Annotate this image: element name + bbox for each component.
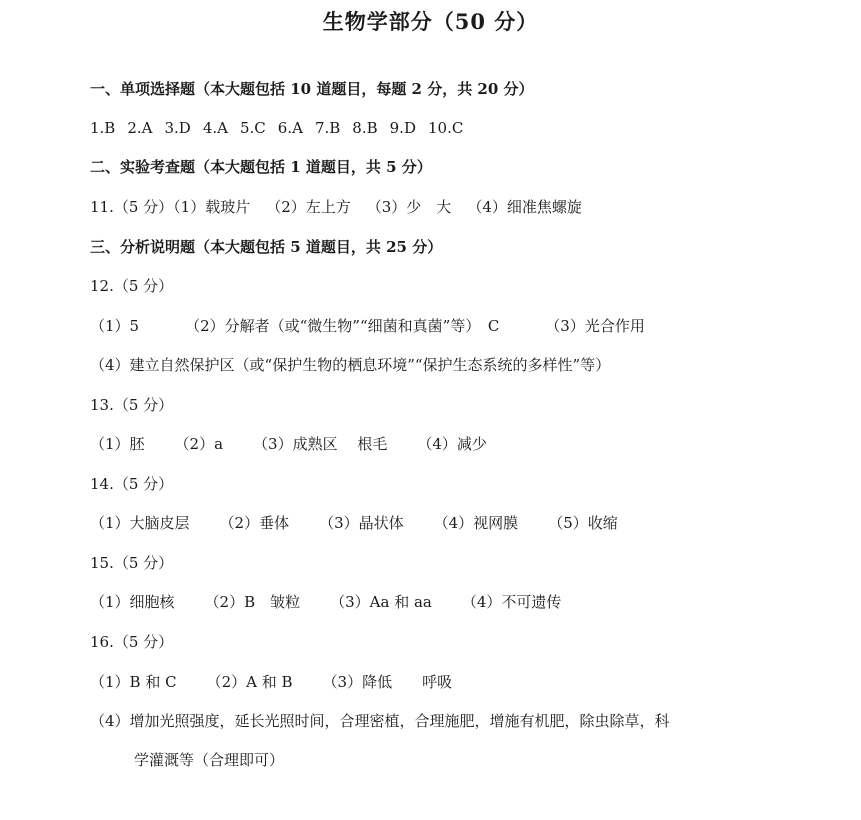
q14-part3: （3）晶状体 <box>319 514 404 532</box>
q13-part4: （4）减少 <box>417 435 487 453</box>
answer-2: 2.A <box>127 119 153 137</box>
q14-row <box>90 513 618 533</box>
answer-1: 1.B <box>90 119 116 137</box>
q12-label: 12.（5 分） <box>90 277 174 295</box>
q16-row1 <box>90 672 452 692</box>
q12-part2: （2）分解者（或“微生物”“细菌和真菌”等） C <box>185 317 500 335</box>
q12-part4: （4）建立自然保护区（或“保护生物的栖息环境”“保护生态系统的多样性”等） <box>90 356 611 374</box>
q15-part2: （2）B 皱粒 <box>204 593 301 611</box>
q15-part4: （4）不可遗传 <box>461 593 562 611</box>
q16-part3: （3）降低 呼吸 <box>322 673 453 691</box>
q13-label: 13.（5 分） <box>90 396 174 414</box>
q15-part3: （3）Aa 和 aa <box>330 593 432 611</box>
q14-part2: （2）垂体 <box>219 514 290 532</box>
answer-5: 5.C <box>240 119 266 137</box>
q11-part3: （3）少 大 <box>366 198 452 216</box>
answer-6: 6.A <box>277 119 303 137</box>
answer-4: 4.A <box>202 119 228 137</box>
q11-label: 11.（5 分） <box>90 198 174 216</box>
q16-label: 16.（5 分） <box>90 633 174 651</box>
q14-label: 14.（5 分） <box>90 475 174 493</box>
q15-label: 15.（5 分） <box>90 554 174 572</box>
q16-part2: （2）A 和 B <box>206 673 293 691</box>
section-heading-2: 二、实验考查题（本大题包括 1 道题目，共 5 分） <box>90 158 432 176</box>
q11-part1: （1）载玻片 <box>173 198 251 216</box>
q16-part1: （1）B 和 C <box>90 673 177 691</box>
q12-part3: （3）光合作用 <box>545 317 645 335</box>
q16-part4-line2: 学灌溉等（合理即可） <box>134 751 285 769</box>
q11-row <box>90 197 582 217</box>
section-heading-1: 一、单项选择题（本大题包括 10 道题目，每题 2 分，共 20 分） <box>90 80 534 98</box>
q14-part1: （1）大脑皮层 <box>90 514 190 532</box>
choice-answers-row <box>90 118 475 138</box>
q12-part1: （1）5 <box>90 317 140 335</box>
answer-7: 7.B <box>314 119 341 137</box>
answer-3: 3.D <box>164 119 191 137</box>
q13-row <box>90 434 487 454</box>
q13-part3: （3）成熟区 根毛 <box>253 435 388 453</box>
q15-part1: （1）细胞核 <box>90 593 175 611</box>
page-title: 生物学部分（50 分） <box>322 9 539 34</box>
q13-part1: （1）胚 <box>90 435 145 453</box>
q11-part4: （4）细准焦螺旋 <box>467 198 582 216</box>
q11-part2: （2）左上方 <box>266 198 351 216</box>
answer-8: 8.B <box>352 119 378 137</box>
answer-10: 10.C <box>427 119 464 137</box>
q16-part4-line1: （4）增加光照强度，延长光照时间，合理密植，合理施肥，增施有机肥，除虫除草，科 <box>90 712 670 730</box>
q14-part4: （4）视网膜 <box>433 514 519 532</box>
answer-9: 9.D <box>389 119 416 137</box>
q15-row <box>90 592 561 612</box>
q12-row1 <box>90 316 645 336</box>
q14-part5: （5）收缩 <box>548 514 618 532</box>
q13-part2: （2）a <box>174 435 224 453</box>
section-heading-3: 三、分析说明题（本大题包括 5 道题目，共 25 分） <box>90 238 443 256</box>
